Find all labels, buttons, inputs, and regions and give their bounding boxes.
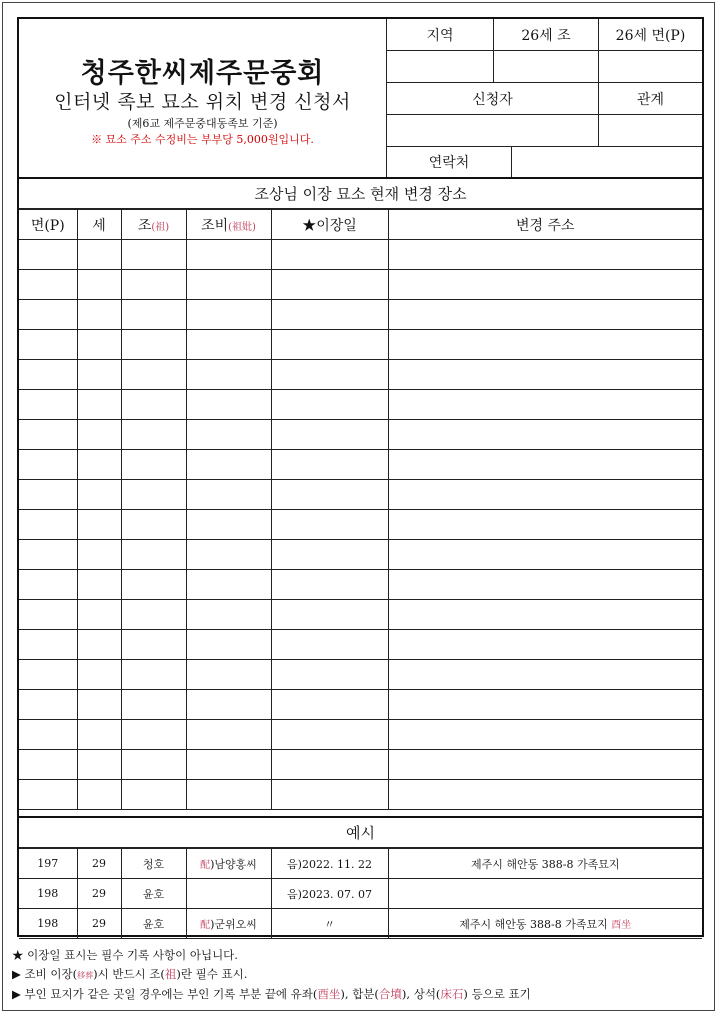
entry-ancestor[interactable] [121,390,186,420]
footnote-3-han: 酉坐 [317,987,341,1001]
relocation-table [19,209,702,810]
entry-address[interactable] [388,570,702,600]
entry-wife[interactable] [186,450,271,480]
entry-address[interactable] [388,750,702,780]
entry-date[interactable] [271,480,388,510]
entry-date[interactable] [271,660,388,690]
example-address [388,879,702,909]
entry-page[interactable] [19,450,77,480]
entry-page[interactable] [19,480,77,510]
applicant-label: 신청자 [387,83,599,115]
example-wife-name: )남양홍씨 [210,857,257,871]
entry-date[interactable] [271,690,388,720]
grandfather-label: 26세 조 [494,19,599,51]
entry-wife[interactable] [186,270,271,300]
entry-row [19,750,702,780]
footnote-3-text: ) 등으로 표기 [463,987,531,1001]
example-page: 197 [19,849,77,879]
application-form [17,17,704,937]
entry-row [19,420,702,450]
grandfather-input[interactable] [494,51,599,83]
entry-row [19,360,702,390]
example-ancestor: 윤호 [121,879,186,909]
entry-wife[interactable] [186,690,271,720]
entry-page[interactable] [19,780,77,810]
entry-page[interactable] [19,630,77,660]
entry-date[interactable] [271,390,388,420]
entry-date[interactable] [271,270,388,300]
entry-generation[interactable] [77,570,121,600]
spouse-marker: 配 [200,859,211,871]
entry-address[interactable] [388,390,702,420]
entry-row [19,600,702,630]
entry-date[interactable] [271,360,388,390]
entry-generation[interactable] [77,750,121,780]
entry-row [19,720,702,750]
entry-row [19,270,702,300]
entry-ancestor[interactable] [121,600,186,630]
example-row [19,849,702,879]
entry-date[interactable] [271,570,388,600]
entry-generation[interactable] [77,240,121,270]
entry-row [19,570,702,600]
form-title: 인터넷 족보 묘소 위치 변경 신청서 [54,91,351,113]
entry-wife[interactable] [186,300,271,330]
example-date: 음)2023. 07. 07 [271,879,388,909]
example-address-tag: 酉坐 [611,919,632,931]
entry-row [19,240,702,270]
entry-page[interactable] [19,570,77,600]
col-ancestor-wife-han: (祖妣) [228,221,256,233]
example-address-text: 제주시 해안동 388-8 가족묘지 [459,917,608,931]
entry-date[interactable] [271,330,388,360]
entry-wife[interactable] [186,630,271,660]
entry-date[interactable] [271,300,388,330]
entry-address[interactable] [388,240,702,270]
entry-row [19,540,702,570]
example-page: 198 [19,909,77,939]
footnote-3-text: ), 상석( [401,987,441,1001]
entry-address[interactable] [388,480,702,510]
entry-wife[interactable] [186,780,271,810]
col-ancestor-han: (祖) [151,221,170,233]
footnote-1: ★ 이장일 표시는 필수 기록 사항이 아닙니다. [12,948,238,962]
entry-ancestor[interactable] [121,570,186,600]
example-ancestor: 윤호 [121,909,186,939]
entry-page[interactable] [19,510,77,540]
entry-row [19,780,702,810]
org-name: 청주한씨제주문중회 [80,58,325,89]
footnote-2-text: ▶ 조비 이장( [12,967,78,981]
entry-address[interactable] [388,420,702,450]
entry-generation[interactable] [77,540,121,570]
entry-wife[interactable] [186,420,271,450]
entry-generation[interactable] [77,630,121,660]
footnote-2-text: )란 필수 표시. [176,967,248,981]
fee-note: ※ 묘소 주소 수정비는 부부당 5,000원입니다. [91,133,314,146]
entry-page[interactable] [19,360,77,390]
example-date: 〃 [271,909,388,939]
entry-date[interactable] [271,720,388,750]
entry-ancestor[interactable] [121,690,186,720]
entry-wife[interactable] [186,600,271,630]
entry-generation[interactable] [77,780,121,810]
entry-page[interactable] [19,720,77,750]
spouse-marker: 配 [200,919,211,931]
entry-page[interactable] [19,600,77,630]
entry-address[interactable] [388,720,702,750]
entry-page[interactable] [19,660,77,690]
page-input[interactable] [599,51,702,83]
entry-ancestor[interactable] [121,630,186,660]
entry-ancestor[interactable] [121,660,186,690]
section-title: 조상님 이장 묘소 현재 변경 장소 [19,177,702,209]
footnote-2-han: 祖 [164,967,177,981]
entry-generation[interactable] [77,300,121,330]
entry-ancestor[interactable] [121,510,186,540]
footnote-2 [12,965,531,985]
entry-wife[interactable] [186,750,271,780]
entry-address[interactable] [388,270,702,300]
entry-date[interactable] [271,630,388,660]
entry-address[interactable] [388,330,702,360]
entry-address[interactable] [388,300,702,330]
footnote-3-text: ▶ 부인 묘지가 같은 곳일 경우에는 부인 기록 부분 끝에 유좌( [12,987,318,1001]
example-generation: 29 [77,879,121,909]
entry-page[interactable] [19,420,77,450]
example-address [388,909,702,939]
entry-date[interactable] [271,450,388,480]
entry-address[interactable] [388,630,702,660]
relation-label: 관계 [599,83,702,115]
example-generation: 29 [77,849,121,879]
entry-address[interactable] [388,450,702,480]
entry-wife[interactable] [186,510,271,540]
entry-row [19,480,702,510]
page-label: 26세 면(P) [599,19,702,51]
basis-note: (제6교 제주문중대동족보 기준) [127,117,278,130]
entry-date[interactable] [271,510,388,540]
entry-ancestor[interactable] [121,300,186,330]
entry-address[interactable] [388,510,702,540]
region-label: 지역 [387,19,494,51]
entry-ancestor[interactable] [121,780,186,810]
title-block [19,19,387,177]
entry-page[interactable] [19,540,77,570]
entry-generation[interactable] [77,480,121,510]
entry-date[interactable] [271,750,388,780]
table-header-row [19,210,702,240]
entry-ancestor[interactable] [121,450,186,480]
entry-row [19,690,702,720]
entry-date[interactable] [271,600,388,630]
footnote-3 [12,985,531,1004]
entry-page[interactable] [19,300,77,330]
example-row [19,879,702,909]
example-generation: 29 [77,909,121,939]
entry-row [19,450,702,480]
footnote-3-text: ), 합분( [340,987,379,1001]
entry-generation[interactable] [77,510,121,540]
footnote-2-text: )시 반드시 조( [93,967,165,981]
footnote-2-han: 移葬 [77,971,94,980]
entry-ancestor[interactable] [121,270,186,300]
entry-wife[interactable] [186,570,271,600]
col-relocation-date: ★이장일 [271,210,388,240]
col-ancestor-wife [186,210,271,240]
entry-generation[interactable] [77,390,121,420]
entry-address[interactable] [388,690,702,720]
entry-address[interactable] [388,540,702,570]
footnote-3-han: 床石 [440,987,464,1001]
entry-ancestor[interactable] [121,330,186,360]
entry-address[interactable] [388,660,702,690]
entry-generation[interactable] [77,720,121,750]
entry-ancestor[interactable] [121,720,186,750]
entry-page[interactable] [19,270,77,300]
example-ancestor: 청호 [121,849,186,879]
col-ancestor-wife-label: 조비 [201,217,229,234]
entry-row [19,390,702,420]
entry-generation[interactable] [77,360,121,390]
entry-page[interactable] [19,690,77,720]
entry-ancestor[interactable] [121,360,186,390]
entry-page[interactable] [19,390,77,420]
entry-ancestor[interactable] [121,420,186,450]
entry-page[interactable] [19,330,77,360]
entry-generation[interactable] [77,660,121,690]
entry-wife[interactable] [186,360,271,390]
entry-date[interactable] [271,240,388,270]
entry-generation[interactable] [77,600,121,630]
example-date: 음)2022. 11. 22 [271,849,388,879]
entry-ancestor[interactable] [121,480,186,510]
example-page: 198 [19,879,77,909]
col-page: 면(P) [19,210,77,240]
entry-wife[interactable] [186,720,271,750]
footnotes [12,946,531,1004]
entry-generation[interactable] [77,420,121,450]
entry-wife[interactable] [186,390,271,420]
example-wife-name: )군위오씨 [210,917,257,931]
entry-wife[interactable] [186,330,271,360]
entry-date[interactable] [271,420,388,450]
relation-input[interactable] [599,115,702,147]
entry-ancestor[interactable] [121,540,186,570]
col-ancestor-label: 조 [137,217,152,234]
entry-generation[interactable] [77,690,121,720]
entry-ancestor[interactable] [121,240,186,270]
entry-row [19,660,702,690]
entry-generation[interactable] [77,270,121,300]
example-title: 예시 [19,816,702,848]
entry-row [19,630,702,660]
example-table [19,848,702,939]
entry-wife[interactable] [186,480,271,510]
entry-address[interactable] [388,600,702,630]
applicant-input[interactable] [387,115,599,147]
entry-wife[interactable] [186,240,271,270]
entry-page[interactable] [19,240,77,270]
contact-input[interactable] [512,147,702,177]
entry-address[interactable] [388,780,702,810]
entry-ancestor[interactable] [121,750,186,780]
entry-row [19,510,702,540]
contact-label: 연락처 [387,147,512,177]
entry-wife[interactable] [186,540,271,570]
entry-date[interactable] [271,780,388,810]
entry-address[interactable] [388,360,702,390]
example-address: 제주시 해안동 388-8 가족묘지 [388,849,702,879]
entry-row [19,330,702,360]
col-new-address: 변경 주소 [388,210,702,240]
col-generation: 세 [77,210,121,240]
entry-generation[interactable] [77,330,121,360]
entry-page[interactable] [19,750,77,780]
entry-generation[interactable] [77,450,121,480]
region-input[interactable] [387,51,494,83]
entry-row [19,300,702,330]
footnote-3-han: 合墳 [378,987,402,1001]
entry-wife[interactable] [186,660,271,690]
col-ancestor [121,210,186,240]
entry-date[interactable] [271,540,388,570]
example-row [19,909,702,939]
example-wife [186,849,271,879]
example-wife [186,909,271,939]
example-wife [186,879,271,909]
